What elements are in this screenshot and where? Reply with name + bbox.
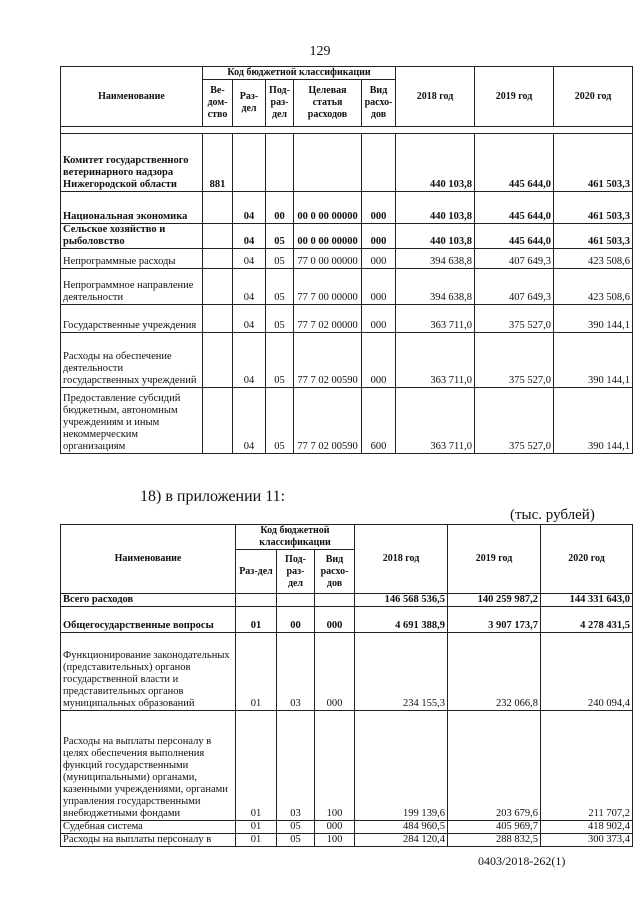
cell-name: Расходы на выплаты персоналу в целях обеспечения выполнения функций государственными (муниципальными) органами, казенными учреждениями, органами управления государственными внебюджетными фондами xyxy=(61,711,236,821)
cell-podrazdel: 00 xyxy=(277,607,315,633)
document-code: 0403/2018-262(1) xyxy=(478,854,566,868)
cell-target: 00 0 00 00000 xyxy=(294,192,362,224)
table-row xyxy=(61,834,633,847)
table-row xyxy=(61,269,633,305)
table-row xyxy=(61,134,633,192)
table-row xyxy=(61,821,633,834)
cell-y2020: 390 144,1 xyxy=(554,388,633,454)
cell-y2020: 423 508,6 xyxy=(554,269,633,305)
cell-name: Предоставление субсидий бюджетным, автономным учреждениям и иным некоммерческим организациям xyxy=(61,388,203,454)
cell-vid: 000 xyxy=(362,269,396,305)
cell-razdel: 04 xyxy=(233,305,266,333)
cell-podrazdel: 05 xyxy=(266,333,294,388)
cell-y2020: 461 503,3 xyxy=(554,224,633,249)
cell-name: Непрограммные расходы xyxy=(61,249,203,269)
cell-podrazdel: 00 xyxy=(266,192,294,224)
cell-y2020: 4 278 431,5 xyxy=(541,607,633,633)
cell-y2019: 407 649,3 xyxy=(475,249,554,269)
header-podrazdel: Под-раз-дел xyxy=(266,80,294,127)
cell-y2019: 203 679,6 xyxy=(448,711,541,821)
header-2020: 2020 год xyxy=(541,525,633,594)
cell-y2019: 375 527,0 xyxy=(475,388,554,454)
header-vid: Вид расхо-дов xyxy=(315,550,355,594)
table-row xyxy=(61,305,633,333)
cell-vid: 600 xyxy=(362,388,396,454)
cell-ved xyxy=(203,269,233,305)
cell-name: Судебная система xyxy=(61,821,236,834)
cell-y2020: 300 373,4 xyxy=(541,834,633,847)
cell-podrazdel: 03 xyxy=(277,711,315,821)
cell-podrazdel: 05 xyxy=(277,834,315,847)
cell-ved xyxy=(203,249,233,269)
table-row xyxy=(61,633,633,711)
cell-name: Национальная экономика xyxy=(61,192,203,224)
cell-y2018: 199 139,6 xyxy=(355,711,448,821)
cell-vid xyxy=(315,594,355,607)
cell-y2018: 363 711,0 xyxy=(396,305,475,333)
cell-vid: 000 xyxy=(362,333,396,388)
unit-note: (тыс. рублей) xyxy=(510,507,595,523)
cell-y2020: 423 508,6 xyxy=(554,249,633,269)
cell-vid: 100 xyxy=(315,711,355,821)
cell-y2019: 375 527,0 xyxy=(475,305,554,333)
table-row xyxy=(61,594,633,607)
cell-y2019: 407 649,3 xyxy=(475,269,554,305)
cell-ved xyxy=(203,224,233,249)
cell-razdel: 04 xyxy=(233,192,266,224)
table-row xyxy=(61,333,633,388)
cell-vid: 000 xyxy=(362,305,396,333)
cell-y2019: 288 832,5 xyxy=(448,834,541,847)
cell-y2018: 234 155,3 xyxy=(355,633,448,711)
cell-razdel: 04 xyxy=(233,249,266,269)
cell-razdel: 01 xyxy=(236,834,277,847)
cell-y2019: 445 644,0 xyxy=(475,192,554,224)
cell-razdel xyxy=(236,594,277,607)
table-row xyxy=(61,388,633,454)
cell-ved xyxy=(203,305,233,333)
cell-razdel: 01 xyxy=(236,821,277,834)
cell-podrazdel: 05 xyxy=(277,821,315,834)
cell-ved xyxy=(203,388,233,454)
cell-y2019: 140 259 987,2 xyxy=(448,594,541,607)
cell-podrazdel xyxy=(277,594,315,607)
cell-vid: 100 xyxy=(315,834,355,847)
cell-name: Функционирование законодательных (представительных) органов государственной власти и представительных органов муниципальных образований xyxy=(61,633,236,711)
cell-vid xyxy=(362,134,396,192)
cell-razdel: 04 xyxy=(233,269,266,305)
budget-table-sections xyxy=(60,524,633,847)
cell-y2019: 405 969,7 xyxy=(448,821,541,834)
cell-y2019: 375 527,0 xyxy=(475,333,554,388)
cell-podrazdel: 03 xyxy=(277,633,315,711)
budget-table-departmental xyxy=(60,66,633,454)
cell-target xyxy=(294,134,362,192)
cell-razdel: 04 xyxy=(233,333,266,388)
cell-target: 77 7 02 00590 xyxy=(294,388,362,454)
cell-ved xyxy=(203,192,233,224)
header-name: Наименование xyxy=(61,525,236,594)
cell-y2020: 144 331 643,0 xyxy=(541,594,633,607)
cell-name: Комитет государственного ветеринарного надзора Нижегородской области xyxy=(61,134,203,192)
cell-podrazdel: 05 xyxy=(266,269,294,305)
cell-vid: 000 xyxy=(362,224,396,249)
header-code-group: Код бюджетной классификации xyxy=(236,525,355,550)
header-vid: Вид расхо-дов xyxy=(362,80,396,127)
header-2019: 2019 год xyxy=(448,525,541,594)
cell-ved xyxy=(203,333,233,388)
cell-name: Всего расходов xyxy=(61,594,236,607)
cell-y2019: 232 066,8 xyxy=(448,633,541,711)
cell-name: Государственные учреждения xyxy=(61,305,203,333)
cell-y2020: 461 503,3 xyxy=(554,192,633,224)
header-name: Наименование xyxy=(61,67,203,127)
table-row xyxy=(61,711,633,821)
header-2018: 2018 год xyxy=(396,67,475,127)
table-row xyxy=(61,192,633,224)
cell-y2018: 363 711,0 xyxy=(396,333,475,388)
cell-razdel xyxy=(233,134,266,192)
cell-y2020: 461 503,3 xyxy=(554,134,633,192)
cell-y2018: 4 691 388,9 xyxy=(355,607,448,633)
cell-name: Расходы на обеспечение деятельности государственных учреждений xyxy=(61,333,203,388)
header-2018: 2018 год xyxy=(355,525,448,594)
cell-podrazdel: 05 xyxy=(266,224,294,249)
header-razdel: Раз-дел xyxy=(233,80,266,127)
cell-podrazdel xyxy=(266,134,294,192)
cell-y2020: 211 707,2 xyxy=(541,711,633,821)
cell-razdel: 01 xyxy=(236,633,277,711)
table-row xyxy=(61,607,633,633)
cell-target: 77 7 02 00590 xyxy=(294,333,362,388)
header-ved: Ве-дом-ство xyxy=(203,80,233,127)
cell-podrazdel: 05 xyxy=(266,249,294,269)
cell-razdel: 04 xyxy=(233,224,266,249)
cell-y2018: 284 120,4 xyxy=(355,834,448,847)
cell-y2018: 440 103,8 xyxy=(396,224,475,249)
cell-target: 77 7 00 00000 xyxy=(294,269,362,305)
cell-vid: 000 xyxy=(315,633,355,711)
cell-name: Непрограммное направление деятельности xyxy=(61,269,203,305)
header-razdel: Раз-дел xyxy=(236,550,277,594)
cell-name: Общегосударственные вопросы xyxy=(61,607,236,633)
cell-y2018: 394 638,8 xyxy=(396,269,475,305)
cell-name: Расходы на выплаты персоналу в xyxy=(61,834,236,847)
cell-y2018: 394 638,8 xyxy=(396,249,475,269)
cell-y2019: 445 644,0 xyxy=(475,134,554,192)
cell-vid: 000 xyxy=(362,249,396,269)
cell-podrazdel: 05 xyxy=(266,388,294,454)
header-code-group: Код бюджетной классификации xyxy=(203,67,396,80)
header-2020: 2020 год xyxy=(554,67,633,127)
cell-y2020: 418 902,4 xyxy=(541,821,633,834)
cell-name: Сельское хозяйство и рыболовство xyxy=(61,224,203,249)
page-number: 129 xyxy=(309,44,331,59)
cell-ved: 881 xyxy=(203,134,233,192)
cell-y2019: 3 907 173,7 xyxy=(448,607,541,633)
cell-vid: 000 xyxy=(315,607,355,633)
cell-vid: 000 xyxy=(315,821,355,834)
header-target: Целевая статья расходов xyxy=(294,80,362,127)
cell-razdel: 01 xyxy=(236,711,277,821)
table-row xyxy=(61,249,633,269)
cell-y2018: 440 103,8 xyxy=(396,192,475,224)
cell-y2020: 390 144,1 xyxy=(554,333,633,388)
section-title: 18) в приложении 11: xyxy=(140,488,286,505)
cell-razdel: 04 xyxy=(233,388,266,454)
cell-vid: 000 xyxy=(362,192,396,224)
cell-y2020: 240 094,4 xyxy=(541,633,633,711)
cell-y2018: 440 103,8 xyxy=(396,134,475,192)
cell-y2018: 484 960,5 xyxy=(355,821,448,834)
cell-y2018: 363 711,0 xyxy=(396,388,475,454)
cell-target: 77 7 02 00000 xyxy=(294,305,362,333)
cell-y2019: 445 644,0 xyxy=(475,224,554,249)
cell-target: 77 0 00 00000 xyxy=(294,249,362,269)
table-row xyxy=(61,224,633,249)
cell-razdel: 01 xyxy=(236,607,277,633)
cell-y2020: 390 144,1 xyxy=(554,305,633,333)
cell-podrazdel: 05 xyxy=(266,305,294,333)
header-2019: 2019 год xyxy=(475,67,554,127)
cell-target: 00 0 00 00000 xyxy=(294,224,362,249)
cell-y2018: 146 568 536,5 xyxy=(355,594,448,607)
header-podrazdel: Под-раз-дел xyxy=(277,550,315,594)
